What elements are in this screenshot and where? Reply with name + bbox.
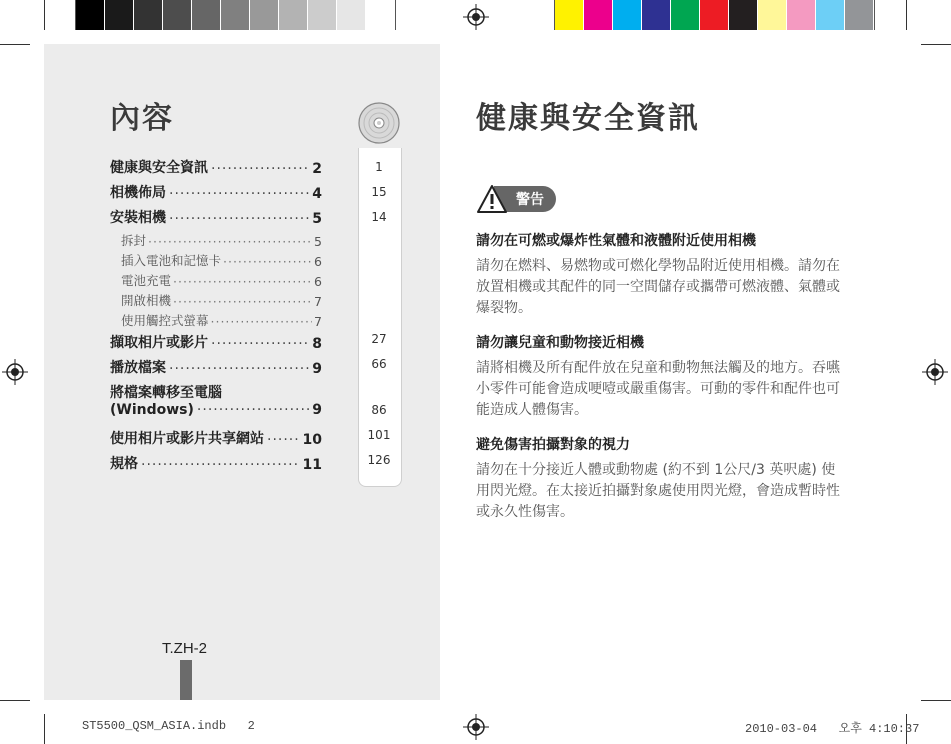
page-title: 健康與安全資訊 [476, 101, 700, 136]
color-swatch [816, 0, 845, 30]
color-swatch [787, 0, 816, 30]
toc-entry-label: 健康與安全資訊 [110, 160, 208, 176]
cd-page-number: 126 [367, 453, 391, 467]
page-tab-marker [180, 660, 192, 700]
cd-page-number: 66 [371, 357, 387, 371]
section-heading: 請勿讓兒童和動物接近相機 [476, 335, 644, 351]
toc-leader-dots [211, 314, 313, 329]
color-swatch [584, 0, 613, 30]
crop-mark [0, 700, 30, 701]
toc-entry-label: 相機佈局 [110, 185, 166, 201]
crop-mark [44, 714, 45, 744]
toc-entry-label: 安裝相機 [110, 210, 166, 226]
section-body: 請將相機及所有配件放在兒童和動物無法觸及的地方。吞嚥小零件可能會造成哽噎或嚴重傷害。可動的零件和配件也可能造成人體傷害。 [476, 360, 840, 418]
crop-mark [921, 700, 951, 701]
color-swatch [337, 0, 366, 30]
toc-entry-label: 規格 [110, 456, 138, 472]
toc-page-number: 8 [312, 336, 322, 352]
registration-mark-icon [463, 4, 489, 30]
toc-page-number: 7 [314, 294, 322, 309]
color-swatch [105, 0, 134, 30]
toc-entry[interactable] [110, 157, 322, 177]
footer-file-name: ST5500_QSM_ASIA.indb 2 [82, 719, 255, 733]
toc-entry[interactable] [110, 402, 322, 418]
toc-entry[interactable] [110, 332, 322, 352]
toc-leader-dots [173, 274, 312, 289]
color-swatch [613, 0, 642, 30]
cd-disc-icon [358, 102, 400, 144]
color-swatch [76, 0, 105, 30]
toc-leader-dots [173, 294, 312, 309]
registration-mark-icon [463, 714, 489, 740]
section-body: 請勿在十分接近人體或動物處 (約不到 1公尺/3 英呎處) 使用閃光燈。在太接近拍攝對象處使用閃光燈，會造成暫時性或永久性傷害。 [476, 462, 840, 520]
color-swatch [700, 0, 729, 30]
toc-entry-label: 開啟相機 [121, 293, 172, 308]
toc-entry[interactable] [110, 357, 322, 377]
toc-sub-entry[interactable] [121, 311, 322, 329]
warning-icon [476, 184, 508, 214]
crop-mark [921, 44, 951, 45]
toc-leader-dots [169, 186, 309, 202]
color-swatch [366, 0, 395, 30]
toc-leader-dots [267, 432, 300, 448]
section-heading: 請勿在可燃或爆炸性氣體和液體附近使用相機 [476, 233, 756, 249]
toc-title: 內容 [110, 101, 174, 136]
toc-entry-label: (Windows) [110, 402, 194, 418]
toc-page-number: 7 [314, 314, 322, 329]
crop-mark [0, 44, 30, 45]
toc-leader-dots [211, 336, 309, 352]
toc-sub-entry[interactable] [121, 231, 322, 249]
toc-page-number: 2 [312, 161, 322, 177]
section-body: 請勿在燃料、易燃物或可燃化學物品附近使用相機。請勿在放置相機或其配件的同一空間儲存或攜帶可燃液體、氣體或爆裂物。 [476, 258, 840, 316]
toc-entry-label: 使用相片或影片共享網站 [110, 431, 264, 447]
toc-leader-dots [169, 211, 309, 227]
registration-mark-icon [2, 359, 28, 385]
toc-page-number: 6 [314, 254, 322, 269]
toc-page-number: 4 [312, 186, 322, 202]
toc-page-number: 5 [312, 211, 322, 227]
color-swatch [845, 0, 874, 30]
toc-page-number: 11 [302, 457, 322, 473]
toc-leader-dots [141, 457, 300, 473]
toc-entry[interactable] [110, 428, 322, 448]
color-swatch [729, 0, 758, 30]
toc-sub-entry[interactable] [121, 291, 322, 309]
toc-entry[interactable] [110, 207, 322, 227]
toc-page-number: 9 [312, 402, 322, 418]
toc-entry-label: 拆封 [121, 233, 147, 248]
cd-page-number: 101 [367, 428, 391, 442]
color-swatch [221, 0, 250, 30]
color-swatch [758, 0, 787, 30]
color-swatch [642, 0, 671, 30]
toc-page-number: 10 [302, 432, 322, 448]
toc-leader-dots [197, 402, 309, 418]
toc-page-number: 6 [314, 274, 322, 289]
page-number-label: T.ZH-2 [162, 640, 207, 657]
toc-sub-entry[interactable] [121, 271, 322, 289]
toc-entry[interactable] [110, 453, 322, 473]
toc-leader-dots [169, 361, 309, 377]
toc-entry-label: 擷取相片或影片 [110, 335, 208, 351]
color-swatch [163, 0, 192, 30]
color-swatch [308, 0, 337, 30]
color-swatch [192, 0, 221, 30]
cd-page-number: 15 [371, 185, 387, 199]
toc-entry-label: 使用觸控式螢幕 [121, 313, 209, 328]
toc-entry[interactable] [110, 182, 322, 202]
toc-sub-entry[interactable] [121, 251, 322, 269]
registration-mark-icon [922, 359, 948, 385]
toc-leader-dots [223, 254, 312, 269]
footer-timestamp: 2010-03-04 오후 4:10:37 [745, 722, 920, 736]
toc-page-number: 9 [312, 361, 322, 377]
warning-label: 警告 [494, 186, 556, 212]
toc-entry-label: 播放檔案 [110, 360, 166, 376]
color-swatch [134, 0, 163, 30]
toc-page-number: 5 [314, 234, 322, 249]
color-swatch [250, 0, 279, 30]
crop-mark [906, 0, 907, 30]
color-swatch [555, 0, 584, 30]
color-swatch [279, 0, 308, 30]
cd-page-number: 1 [375, 160, 383, 174]
toc-entry-label: 插入電池和記憶卡 [121, 253, 222, 268]
toc-leader-dots [211, 161, 309, 177]
toc-leader-dots [148, 234, 312, 249]
cd-page-number: 27 [371, 332, 387, 346]
toc-entry-line[interactable]: 將檔案轉移至電腦 [110, 385, 222, 401]
color-swatch [671, 0, 700, 30]
crop-mark [44, 0, 45, 30]
cd-page-number: 14 [371, 210, 387, 224]
cd-page-number: 86 [371, 403, 387, 417]
warning-banner [476, 184, 556, 214]
toc-entry-label: 電池充電 [121, 273, 172, 288]
section-heading: 避免傷害拍攝對象的視力 [476, 437, 630, 453]
